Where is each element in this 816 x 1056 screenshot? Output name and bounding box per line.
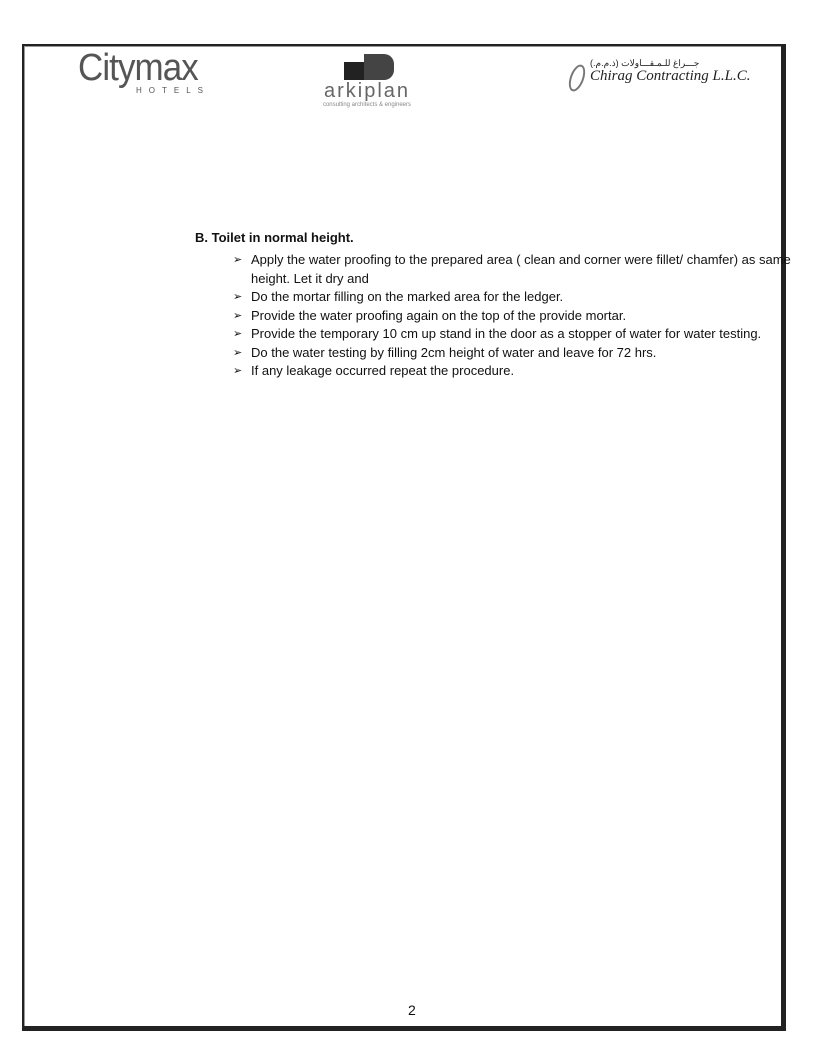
section-content: [195, 229, 795, 381]
list-item: [235, 362, 795, 381]
list-item: [235, 251, 795, 288]
arrow-bullet-icon: ➢: [233, 291, 243, 303]
list-item-text: Provide the water proofing again on the top of the provide mortar.: [251, 307, 627, 323]
list-item-text: Apply the water proofing to the prepared area ( clean and corner were fillet/ chamfer) as same height. Let it dry and: [251, 252, 791, 286]
chirag-arabic: جـــراغ للـمـقـــاولات (ذ.م.م.): [590, 58, 700, 68]
arkiplan-name: arkiplan: [323, 80, 411, 102]
arrow-bullet-icon: ➢: [233, 309, 243, 322]
procedure-list: [195, 251, 795, 381]
arrow-bullet-icon: ➢: [233, 365, 243, 377]
list-item: [235, 307, 795, 326]
arrow-bullet-icon: ➢: [233, 346, 243, 359]
arrow-bullet-icon: ➢: [233, 254, 243, 266]
list-item-text: If any leakage occurred repeat the procedure.: [251, 363, 515, 378]
arrow-bullet-icon: ➢: [233, 328, 243, 340]
citymax-name: Citymax: [78, 47, 198, 89]
citymax-logo: [78, 47, 211, 95]
arkiplan-sub: consulting architects & engineers: [322, 102, 412, 108]
list-item-text: Do the water testing by filling 2cm height of water and leave for 72 hrs.: [251, 344, 657, 360]
list-item-text: Do the mortar filling on the marked area for the ledger.: [251, 289, 564, 304]
list-item-text: Provide the temporary 10 cm up stand in the door as a stopper of water for water testing.: [251, 326, 762, 341]
list-item: [235, 288, 795, 307]
page-number: 2: [408, 1002, 416, 1018]
citymax-sub: HOTELS: [136, 86, 211, 95]
list-item: [235, 325, 795, 344]
page-border: [22, 44, 786, 1031]
chirag-name: Chirag Contracting L.L.C.: [590, 68, 751, 84]
arkiplan-logo: [282, 54, 452, 108]
section-heading: B. Toilet in normal height.: [195, 230, 354, 245]
arkiplan-mark-icon: [332, 54, 402, 80]
list-item: [235, 344, 795, 363]
